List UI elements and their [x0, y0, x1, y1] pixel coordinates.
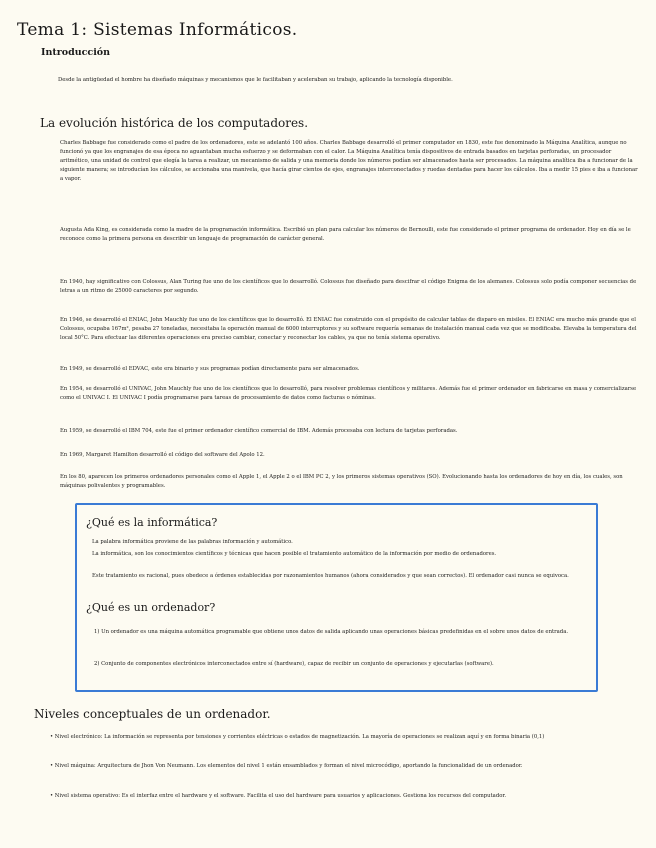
paragraph-ada: Augusta Ada King, es considerada como la madre de la programación informática. Escribió un plan para calcular los números de Bernoulli, este fue considerado el primer programa de ordenador. Hoy en día se le reconoce como la primera persona en describir un lenguaje de programación de carácter general.	[60, 227, 631, 242]
paragraph-hamilton: En 1969, Margaret Hamilton desarrolló el código del software del Apolo 12.	[60, 452, 265, 458]
informatica-line-3: Este tratamiento es racional, pues obedece a órdenes establecidas por razonamientos humanos (ahora considerados y que sean correctos). El ordenador casi nunca se equivoca.	[92, 573, 569, 579]
nivel-maquina: • Nivel máquina: Arquitectura de Jhon Von Neumann. Los elementos del nivel 1 están ensamblados y forman el nivel microcódigo, aportando la funcionalidad de un ordenador.	[50, 763, 523, 769]
nivel-sistema-operativo: • Nivel sistema operativo: Es el interfaz entre el hardware y el software. Facilita el uso del hardware para usuarios y aplicaciones. Gestiona los recursos del computador.	[50, 793, 507, 799]
page-title: Tema 1: Sistemas Informáticos.	[17, 20, 298, 40]
niveles-heading: Niveles conceptuales de un ordenador.	[34, 707, 271, 721]
evolution-heading: La evolución histórica de los computadores.	[40, 116, 309, 130]
question-informatica: ¿Qué es la informática?	[86, 516, 218, 529]
paragraph-babbage: Charles Babbage fue considerado como el padre de los ordenadores, este se adelantó 100 años. Charles Babbage desarrolló el primer computador en 1830, este fue denominado la Máquina Analítica, aunque no funcionó ya que los engranajes de esa época no aguantaban mucha esfuerzo y se deformaban con el calor. La Máquina Analítica tenía dispositivos de entrada basados en tarjetas perforadas, un procesador aritmético, una unidad de control que elegía la tarea a realizar, un mecanismo de salida y una memoria donde los números podían ser almacenados hasta ser procesados. La máquina analítica iba a funcionar de la siguiente manera; se introducían los cálculos, se accionaba una manivela, que hacía girar cientos de ejes, engranajes interconectados y ruedas dentadas para hacer los cálculos. Iba a medir 15 pies e iba a funcionar a vapor.	[60, 140, 638, 182]
informatica-line-2: La informática, son los conocimientos científicos y técnicas que hacen posible el tratamiento automático de la información por medio de ordenadores.	[92, 551, 497, 557]
ordenador-definition-2: 2) Conjunto de componentes electrónicos interconectados entre sí (hardware), capaz de recibir un conjunto de operaciones y ejecutarlas (software).	[94, 661, 494, 667]
informatica-line-1: La palabra informática proviene de las palabras información y automático.	[92, 539, 293, 545]
question-ordenador: ¿Qué es un ordenador?	[86, 601, 216, 614]
nivel-electronico: • Nivel electrónico: La información se representa por tensiones y corrientes eléctricas o estados de magnetización. La mayoría de operaciones se realizan aquí y en forma binaria (0,1)	[50, 734, 545, 740]
intro-text: Desde la antigüedad el hombre ha diseñado máquinas y mecanismos que le facilitaban y aceleraban su trabajo, aplicando la tecnología disponible.	[58, 77, 453, 83]
paragraph-80s: En los 80, aparecen los primeros ordenadores personales como el Apple 1, el Apple 2 o el IBM PC 2, y los primeros sistemas operativos (SO). Evolucionando hasta los ordenadores de hoy en día, los cuales, son máquinas polivalentes y programables.	[60, 474, 623, 489]
paragraph-ibm704: En 1959, se desarrolló el IBM 704, este fue el primer ordenador científico comercial de IBM. Además procesaba con lectura de tarjetas perforadas.	[60, 428, 458, 434]
paragraph-edvac: En 1949, se desarrolló el EDVAC, este era binario y sus programas podían directamente para ser almacenados.	[60, 366, 360, 372]
intro-heading: Introducción	[41, 47, 111, 58]
paragraph-colossus: En 1940, hay significativo con Colossus, Alan Turing fue uno de los científicos que lo desarrolló. Colossus fue diseñado para descifrar el código Enigma de los alemanes. Colossus solo podía componer secuencias de letras a un ritmo de 25000 caracteres por segundo.	[60, 279, 637, 294]
ordenador-definition-1: 1) Un ordenador es una máquina automática programable que obtiene unos datos de salida aplicando unas operaciones básicas predefinidas en el sobre unos datos de entrada.	[94, 629, 569, 635]
paragraph-eniac: En 1946, se desarrolló el ENIAC, John Mauchly fue uno de los científicos que lo desarrolló. El ENIAC fue construido con el propósito de calcular tablas de disparo en misiles. El ENIAC era mucho más grande que el Colossus, ocupaba 167m², pesaba 27 toneladas, necesitaba la operación manual de 6000 interruptores y su software requería semanas de instalación manual cada vez que se modificaba. Elevaba la temperatura del local 50°C. Para efectuar las diferentes operaciones era preciso cambiar, conectar y reconectar los cables, ya que no tenía sistema operativo.	[60, 317, 637, 341]
paragraph-univac: En 1954, se desarrolló el UNIVAC, John Mauchly fue uno de los científicos que lo desarrolló, para resolver problemas científicos y militares. Además fue el primer ordenador en fabricarse en masa y comercializarse como el UNIVAC I. El UNIVAC I podía programarse para tareas de procesamiento de datos como facturas o nóminas.	[60, 386, 637, 401]
